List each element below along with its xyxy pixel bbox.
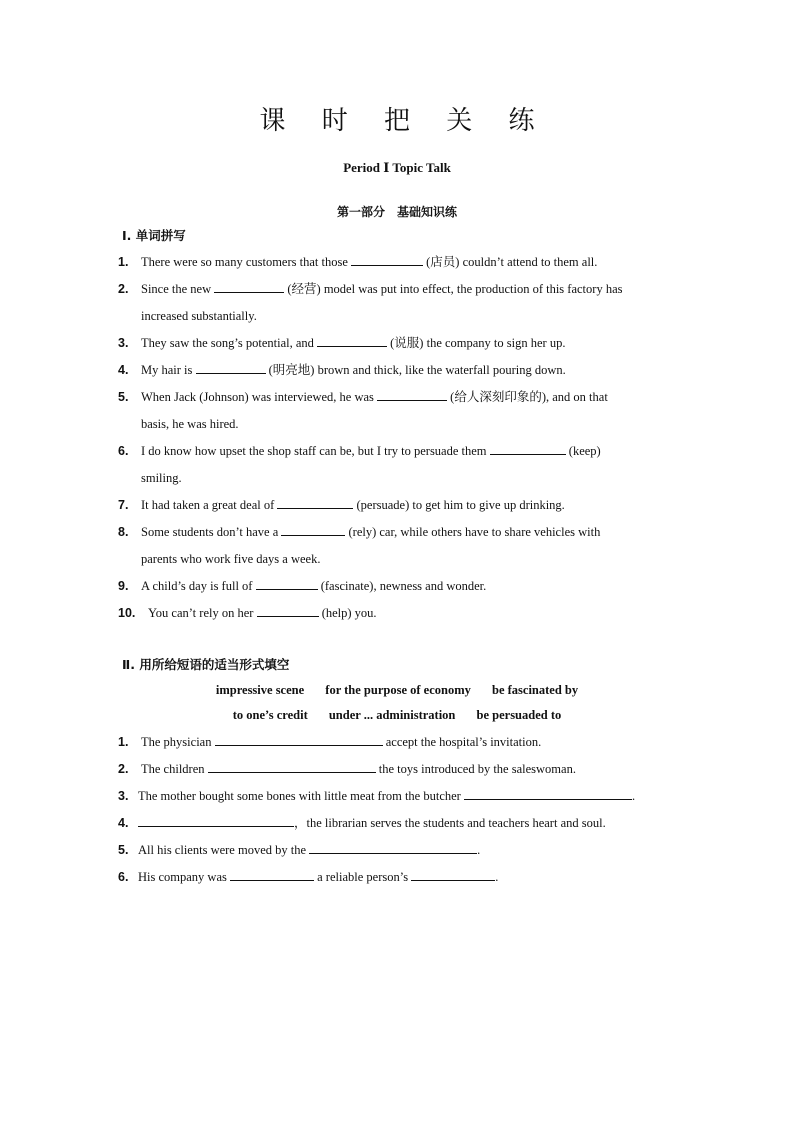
answer-blank[interactable] [138,814,294,827]
s1-item-1 [118,249,686,276]
item-text: The children [141,762,208,776]
s1-item-9 [118,573,686,600]
phrase: under ... administration [328,708,456,722]
section1-heading: Ⅰ. 单词拼写 [122,228,186,243]
item-text: . [495,870,499,884]
item-number: 9. [118,579,129,593]
item-text: (help) you. [318,606,377,620]
s1-item-7 [118,492,686,519]
answer-blank[interactable] [377,388,447,401]
item-continuation: parents who work five days a week. [141,551,321,566]
answer-blank[interactable] [317,334,387,347]
s1-item-3 [118,330,686,357]
answer-blank[interactable] [277,496,353,509]
item-number: 8. [118,525,129,539]
phrase: be persuaded to [476,708,562,722]
s1-item-8 [118,519,686,572]
item-text: (keep) [565,444,601,458]
item-number: 6. [118,870,129,884]
item-number: 1. [118,735,129,749]
item-text: All his clients were moved by the [138,843,310,857]
item-text: (rely) car, while others have to share vehicles with [345,525,601,539]
phrase: be fascinated by [492,683,579,697]
item-number: 5. [118,843,129,857]
s2-item-1 [118,729,686,756]
item-number: 7. [118,498,129,512]
s1-item-5 [118,384,686,437]
item-continuation: smiling. [141,470,182,485]
item-text: A child’s day is full of [141,579,256,593]
answer-blank[interactable] [464,787,632,800]
item-text: accept the hospital’s invitation. [382,735,542,749]
item-number: 6. [118,444,129,458]
item-continuation: increased substantially. [141,308,257,323]
item-text: I do know how upset the shop staff can be, but I try to persuade them [141,444,490,458]
item-text: . [477,843,481,857]
item-text: . [631,789,636,803]
s1-item-10 [118,600,686,627]
item-text: You can’t rely on her [148,606,257,620]
item-text: a reliable person’s [314,870,412,884]
item-number: 2. [118,762,129,776]
answer-blank[interactable] [230,868,314,881]
item-text: (给人深刻印象的), and on that [447,390,608,404]
s2-item-6 [118,864,686,891]
item-text: It had taken a great deal of [141,498,278,512]
section2-heading: Ⅱ. 用所给短语的适当形式填空 [122,657,290,672]
s2-item-2 [118,756,686,783]
s1-item-4 [118,357,686,384]
s2-item-3 [118,783,686,810]
item-number: 3. [118,789,129,803]
item-text: (明亮地) brown and thick, like the waterfall pouring down. [265,363,566,377]
item-text: The physician [141,735,215,749]
answer-blank[interactable] [215,733,383,746]
item-number: 10. [118,606,136,620]
answer-blank[interactable] [490,442,566,455]
s2-item-4 [118,810,686,837]
item-number: 1. [118,255,129,269]
answer-blank[interactable] [208,760,376,773]
item-text: (persuade) to get him to give up drinking. [353,498,565,512]
item-text: When Jack (Johnson) was interviewed, he was [141,390,378,404]
part-title: 第一部分 基础知识练 [336,205,457,219]
item-number: 3. [118,336,129,350]
item-text: ，the librarian serves the students and teachers heart and soul. [294,816,606,830]
answer-blank[interactable] [196,361,266,374]
s2-item-5 [118,837,686,864]
answer-blank[interactable] [256,577,318,590]
page-title: 课 时 把 关 练 [259,106,549,136]
phrase: impressive scene [215,683,305,697]
answer-blank[interactable] [281,523,345,536]
item-text: There were so many customers that those [141,255,352,269]
item-number: 5. [118,390,129,404]
answer-blank[interactable] [411,868,495,881]
item-text: the toys introduced by the saleswoman. [375,762,576,776]
item-text: (经营) model was put into effect, the production of this factory has [284,282,623,296]
phrase: to one’s credit [232,708,308,722]
phrase-bank-row-2 [0,708,794,723]
item-text: His company was [138,870,230,884]
answer-blank[interactable] [351,253,423,266]
item-text: My hair is [141,363,196,377]
item-text: Since the new [141,282,215,296]
item-text: Some students don’t have a [141,525,282,539]
period-subtitle: Period Ⅰ Topic Talk [343,160,451,175]
answer-blank[interactable] [214,280,284,293]
item-text: The mother bought some bones with little meat from the butcher [138,789,464,803]
s1-item-2 [118,276,686,329]
item-number: 2. [118,282,129,296]
answer-blank[interactable] [309,841,477,854]
item-text: (说服) the company to sign her up. [387,336,566,350]
item-text: (fascinate), newness and wonder. [317,579,487,593]
phrase-bank-row-1 [0,683,794,698]
s1-item-6 [118,438,686,491]
item-text: They saw the song’s potential, and [141,336,318,350]
answer-blank[interactable] [257,604,319,617]
item-text: (店员) couldn’t attend to them all. [423,255,598,269]
item-continuation: basis, he was hired. [141,416,239,431]
item-number: 4. [118,363,129,377]
phrase: for the purpose of economy [325,683,471,697]
item-number: 4. [118,816,129,830]
